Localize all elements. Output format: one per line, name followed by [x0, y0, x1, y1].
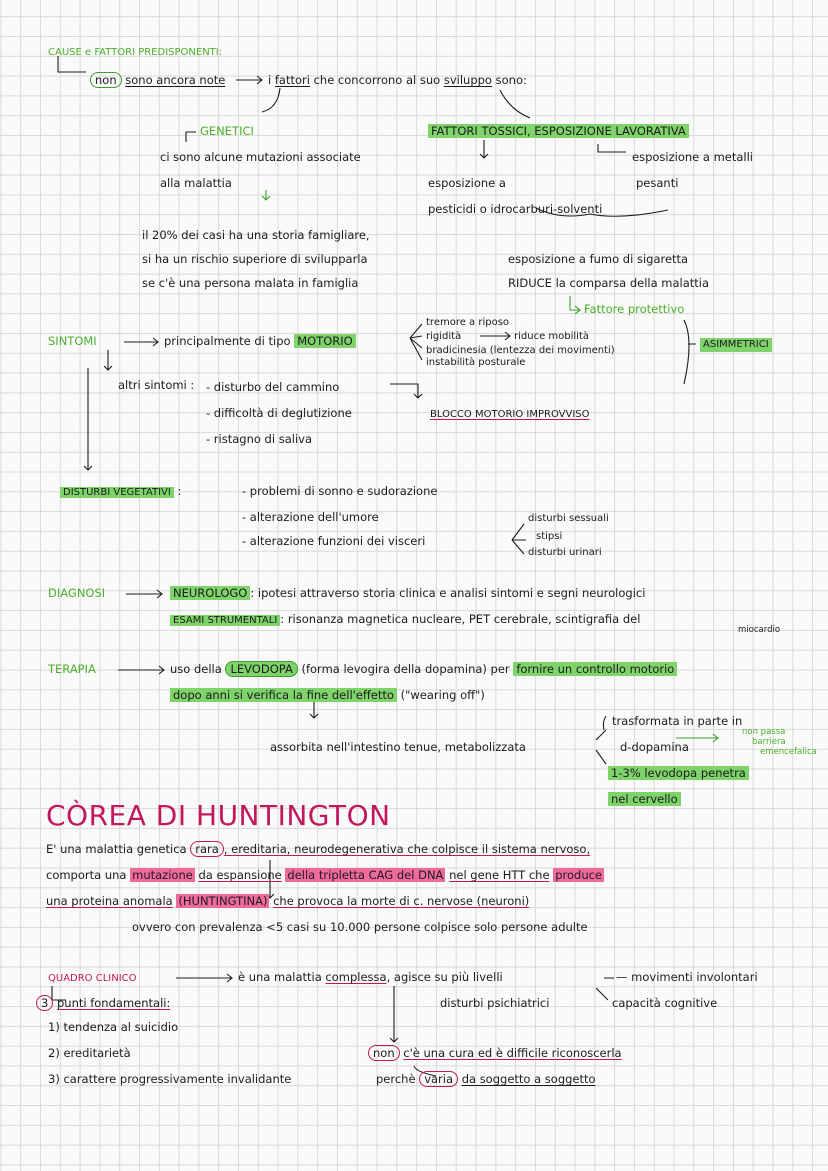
motorio-highlight: MOTORIO	[294, 334, 355, 348]
non-circled-pink: non	[368, 1045, 400, 1061]
perche-text: perchè	[376, 1072, 416, 1086]
arrow-complessa	[390, 986, 398, 1042]
varia-line	[376, 1072, 596, 1086]
produce-highlight: produce	[555, 868, 603, 882]
instabilita: instabilità posturale	[426, 357, 526, 368]
terapia-line2	[170, 688, 485, 702]
cura-line	[368, 1046, 622, 1060]
arrow-down-sintomi	[104, 350, 112, 370]
stipsi: stipsi	[536, 531, 563, 542]
vegetativi-line	[60, 484, 181, 500]
fattori-word: fattori	[274, 73, 310, 87]
quadro-intro	[238, 970, 503, 984]
miocardio: miocardio	[738, 625, 781, 635]
neurologo-highlight: NEUROLOGO	[170, 586, 250, 600]
altri-sintomo-3: - ristagno di saliva	[206, 432, 312, 446]
genetici-stat1: il 20% dei casi ha una storia famigliare,	[142, 228, 370, 242]
cura-text: c'è una cura ed è difficile riconoscerla	[403, 1046, 622, 1060]
stroke-to-genetici	[262, 88, 280, 112]
rara-circled: rara	[190, 841, 224, 857]
huntington-line1	[46, 842, 590, 856]
emencefalica: emencefalica	[760, 747, 817, 757]
espos-line1: esposizione a	[428, 176, 506, 190]
non-circled: non	[90, 72, 122, 88]
fornire-highlight: fornire un controllo motorio	[513, 662, 677, 676]
fattore-protettivo: Fattore protettivo	[584, 302, 685, 316]
disturbi-sessuali: disturbi sessuali	[528, 513, 609, 524]
diagnosi-label: DIAGNOSI	[48, 586, 106, 600]
not-known-text: sono ancora note	[125, 73, 226, 87]
varia-circled: varia	[419, 1071, 458, 1087]
quadro-item-2: 2) ereditarietà	[48, 1046, 131, 1060]
genetici-line2: alla malattia	[160, 176, 232, 190]
genetici-line1: ci sono alcune mutazioni associate	[160, 150, 361, 164]
espansione-text: da espansione	[198, 868, 282, 882]
vegetativi-item-2: - alterazione dell'umore	[242, 510, 379, 524]
nel-cervello: nel cervello	[608, 792, 681, 806]
metalli-line2: pesanti	[636, 176, 679, 190]
fattori-intro	[268, 73, 527, 87]
riduce-mobilita: riduce mobilità	[514, 331, 589, 342]
arrow-quadro	[176, 974, 232, 982]
disturbi-urinari: disturbi urinari	[528, 547, 602, 558]
quadro-label: QUADRO CLINICO	[48, 973, 137, 984]
terapia-label: TERAPIA	[48, 662, 96, 676]
ereditaria-text: , ereditaria, neurodegenerativa che colpisce il sistema nervoso,	[223, 842, 591, 856]
blocco-motorio: BLOCCO MOTORIO IMPROVVISO	[430, 409, 590, 420]
altri-sintomo-2: - difficoltà di deglutizione	[206, 406, 352, 420]
fattori-concorrono: che concorrono al suo	[313, 73, 441, 87]
capacita-cognitive: capacità cognitive	[612, 996, 718, 1010]
non-passa: non passa	[742, 727, 786, 737]
assorbita: assorbita nell'intestino tenue, metabolizzata	[270, 740, 526, 754]
fattori-sono: sono:	[495, 73, 527, 87]
asimmetrici-highlight: ASIMMETRICI	[700, 338, 772, 352]
huntington-line4: ovvero con prevalenza <5 casi su 10.000 persone colpisce solo persone adulte	[132, 920, 588, 934]
sviluppo-word: sviluppo	[443, 73, 492, 87]
huntington-title: CÒREA DI HUNTINGTON	[46, 799, 391, 832]
arrow-down-vegetativi	[84, 368, 92, 470]
huntington-line2	[46, 868, 604, 882]
tossici-heading: FATTORI TOSSICI, ESPOSIZIONE LAVORATIVA	[428, 124, 689, 138]
movimenti-involontari: — movimenti involontari	[616, 970, 758, 984]
mutazione-highlight: mutazione	[132, 868, 193, 882]
proteina-text: una proteina anomala	[46, 894, 173, 908]
diagnosi-neurologo-line	[170, 586, 645, 600]
vegetativi-colon: :	[177, 484, 182, 498]
stroke-to-tossici	[500, 90, 530, 118]
esami-text: : risonanza magnetica nucleare, PET cerebrale, scintigrafia del	[280, 612, 641, 626]
quadro-intro-text: è una malattia	[238, 970, 322, 984]
genetici-hook	[186, 132, 196, 142]
arrow-to-fattori	[236, 76, 262, 84]
brace-asimmetrici	[684, 320, 696, 384]
d-dopamina: d-dopamina	[620, 740, 689, 754]
vegetativi-item-3: - alterazione funzioni dei visceri	[242, 534, 426, 548]
neurologo-text: : ipotesi attraverso storia clinica e analisi sintomi e segni neurologici	[250, 586, 646, 600]
sintomi-label: SINTOMI	[48, 334, 97, 348]
arrow-sintomi	[124, 338, 158, 346]
green-arrow-genetici	[262, 190, 270, 200]
tremore: tremore a riposo	[426, 317, 510, 328]
huntington-line3	[46, 894, 529, 908]
huntingtina-highlight: (HUNTINGTINA)	[178, 894, 268, 908]
metalli-line1: esposizione a metalli	[632, 150, 753, 164]
levodopa-penetra: 1-3% levodopa penetra	[608, 766, 749, 780]
sintomi-principal	[164, 334, 356, 348]
assorbita-branch	[596, 730, 606, 764]
complessa-underlined: complessa	[325, 970, 387, 984]
terapia-line1	[170, 662, 677, 676]
cause-not-known-line	[90, 73, 225, 87]
genetici-stat2: si ha un rischio superiore di svilupparla	[142, 252, 368, 266]
fumo-line2: RIDUCE la comparsa della malattia	[508, 276, 710, 290]
livelli-text: , agisce su più livelli	[386, 970, 503, 984]
arrow-riduce	[480, 332, 510, 340]
visceri-branch	[512, 524, 526, 554]
vegetativi-item-1: - problemi di sonno e sudorazione	[242, 484, 438, 498]
quadro-item-3: 3) carattere progressivamente invalidante	[48, 1072, 292, 1086]
sintomi-branch	[410, 324, 422, 360]
fattori-i: i	[268, 73, 272, 87]
morte-neuroni-text: che provoca la morte di c. nervose (neuroni)	[273, 894, 530, 908]
arrow-terapia	[118, 666, 164, 674]
genetici-heading: GENETICI	[200, 124, 254, 138]
arrow-diagnosi	[126, 590, 162, 598]
wearing-off: ("wearing off")	[400, 688, 485, 702]
genetici-stat3: se c'è una persona malata in famiglia	[142, 276, 359, 290]
green-arrow-protettivo	[570, 296, 580, 314]
bradicinesia: bradicinesia (lentezza dei movimenti)	[426, 345, 615, 356]
comporta-text: comporta una	[46, 868, 127, 882]
trasf-tick	[603, 716, 606, 730]
three-circled: 3	[36, 995, 53, 1011]
levodopa-circled: LEVODOPA	[225, 661, 297, 677]
vegetativi-highlight: DISTURBI VEGETATIVI	[60, 487, 174, 498]
barriera: barriera	[752, 737, 786, 747]
disturbi-psichiatrici: disturbi psichiatrici	[440, 996, 550, 1010]
dopo-anni-highlight: dopo anni si verifica la fine dell'effetto	[170, 688, 397, 702]
gene-htt-text: nel gene HTT che	[449, 868, 550, 882]
punti-fondamentali: punti fondamentali:	[56, 996, 171, 1010]
quadro-item-1: 1) tendenza al suicidio	[48, 1020, 179, 1034]
altri-sintomi-label: altri sintomi :	[118, 378, 195, 392]
uso-della: uso della	[170, 662, 222, 676]
rigidita: rigidità	[426, 331, 462, 342]
espos-line2: pesticidi o idrocarburi-solventi	[428, 202, 603, 216]
diagnosi-esami-line	[170, 612, 640, 628]
fumo-line1: esposizione a fumo di sigaretta	[508, 252, 689, 266]
principal-text: principalmente di tipo	[164, 334, 291, 348]
cause-header: CAUSE e FATTORI PREDISPONENTI:	[48, 47, 223, 58]
genetica-text: E' una malattia genetica	[46, 842, 187, 856]
trasformata-line1: trasformata in parte in	[612, 714, 743, 728]
soggetto-text: da soggetto a soggetto	[461, 1072, 596, 1086]
punti-line	[36, 996, 170, 1010]
altri-sintomo-1: - disturbo del cammino	[206, 380, 340, 394]
arrow-to-espos	[480, 140, 488, 158]
forma-levogira: (forma levogira della dopamina) per	[301, 662, 510, 676]
arrow-blocco	[390, 384, 422, 398]
tripletta-highlight: della tripletta CAG del DNA	[287, 868, 444, 882]
arrow-to-metalli	[598, 144, 626, 152]
esami-highlight: ESAMI STRUMENTALI	[170, 615, 280, 626]
